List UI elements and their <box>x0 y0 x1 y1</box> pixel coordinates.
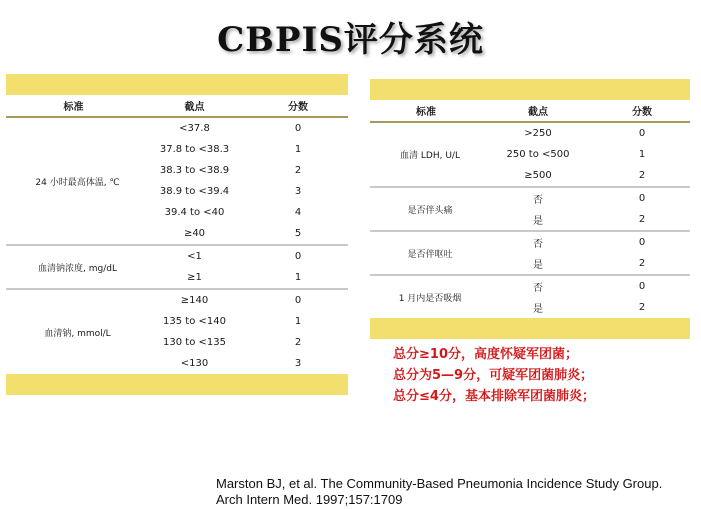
score-cell: 2 <box>638 302 646 313</box>
reference-citation <box>216 476 662 508</box>
cutoff-cell: <37.8 <box>179 123 210 134</box>
cutoff-cell: ≥500 <box>482 165 594 187</box>
header-score: 分数 <box>632 107 652 118</box>
score-cell: 0 <box>638 281 646 292</box>
header-criteria: 标准 <box>63 102 84 113</box>
criterion-cell: 是否伴头痛 <box>370 187 482 231</box>
header-point: 截点 <box>528 107 548 118</box>
score-cell: 3 <box>294 358 302 369</box>
table-row <box>370 187 690 209</box>
criterion-cell: 24 小时最高体温, ℃ <box>6 117 141 245</box>
cutoff-cell: 是 <box>482 209 594 231</box>
score-cell: 1 <box>638 149 646 160</box>
cutoff-cell: ≥140 <box>180 295 209 306</box>
score-cell: 2 <box>594 253 690 275</box>
cutoff-cell: 否 <box>533 283 543 294</box>
criterion-cell: 血清钠浓度, mg/dL <box>6 245 141 289</box>
score-cell: 1 <box>294 144 302 155</box>
score-cell: 0 <box>294 251 302 262</box>
cutoff-cell: 是 <box>482 253 594 275</box>
score-cell: 0 <box>294 123 302 134</box>
score-cell: 0 <box>638 193 646 204</box>
cutoff-cell: <1 <box>187 251 202 262</box>
score-cell: 0 <box>294 295 302 306</box>
left-score-table <box>6 74 348 395</box>
score-cell: 0 <box>638 128 646 139</box>
right-score-table <box>370 79 690 339</box>
interpretation-possible: 总分为5—9分，可疑军团菌肺炎； <box>393 368 594 383</box>
cutoff-cell: 38.3 to <38.9 <box>159 165 230 176</box>
score-interpretation <box>393 344 595 407</box>
score-cell: 1 <box>248 267 348 289</box>
criterion-cell: 是否伴呕吐 <box>370 231 482 275</box>
table-row <box>6 245 348 267</box>
slide-title: CBPIS评分系统 <box>217 20 484 60</box>
table-row <box>6 117 348 139</box>
cutoff-cell: 135 to <140 <box>163 316 226 327</box>
cutoff-cell: 37.8 to <38.3 <box>159 144 230 155</box>
cutoff-cell: 否 <box>533 239 543 250</box>
score-cell: 2 <box>294 337 302 348</box>
score-cell: 2 <box>594 209 690 231</box>
cutoff-cell: 39.4 to <40 <box>164 207 225 218</box>
cutoff-cell: ≥40 <box>141 223 248 245</box>
cutoff-cell: 是 <box>533 304 543 315</box>
table-row <box>6 289 348 311</box>
table-row <box>370 231 690 253</box>
interpretation-high: 总分≥10分，高度怀疑军团菌； <box>393 347 578 362</box>
table-row <box>370 122 690 144</box>
cutoff-cell: ≥1 <box>141 267 248 289</box>
score-cell: 3 <box>294 186 302 197</box>
criterion-cell: 血清钠, mmol/L <box>44 328 111 339</box>
header-point: 截点 <box>184 102 205 113</box>
cutoff-cell: <130 <box>180 358 209 369</box>
score-cell: 2 <box>294 165 302 176</box>
cutoff-cell: >250 <box>524 128 552 139</box>
criterion-cell: 血清 LDH, U/L <box>370 122 482 187</box>
cutoff-cell: 130 to <135 <box>163 337 226 348</box>
score-cell: 4 <box>294 207 302 218</box>
reference-line: Marston BJ, et al. The Community-Based Pneumonia Incidence Study Group. <box>216 476 663 491</box>
score-cell: 1 <box>294 316 302 327</box>
reference-line: Arch Intern Med. 1997;157:1709 <box>216 492 403 507</box>
cutoff-cell: 38.9 to <39.4 <box>159 186 230 197</box>
cutoff-cell: 否 <box>533 195 543 206</box>
cutoff-cell: 250 to <500 <box>506 149 570 160</box>
header-criteria: 标准 <box>416 107 436 118</box>
score-cell: 2 <box>594 165 690 187</box>
table-row <box>370 275 690 297</box>
score-cell: 5 <box>248 223 348 245</box>
header-score: 分数 <box>288 102 308 113</box>
criterion-cell: 1 月内是否吸烟 <box>398 293 462 304</box>
score-cell: 0 <box>638 237 646 248</box>
interpretation-excluded: 总分≤4分，基本排除军团菌肺炎； <box>393 389 595 404</box>
